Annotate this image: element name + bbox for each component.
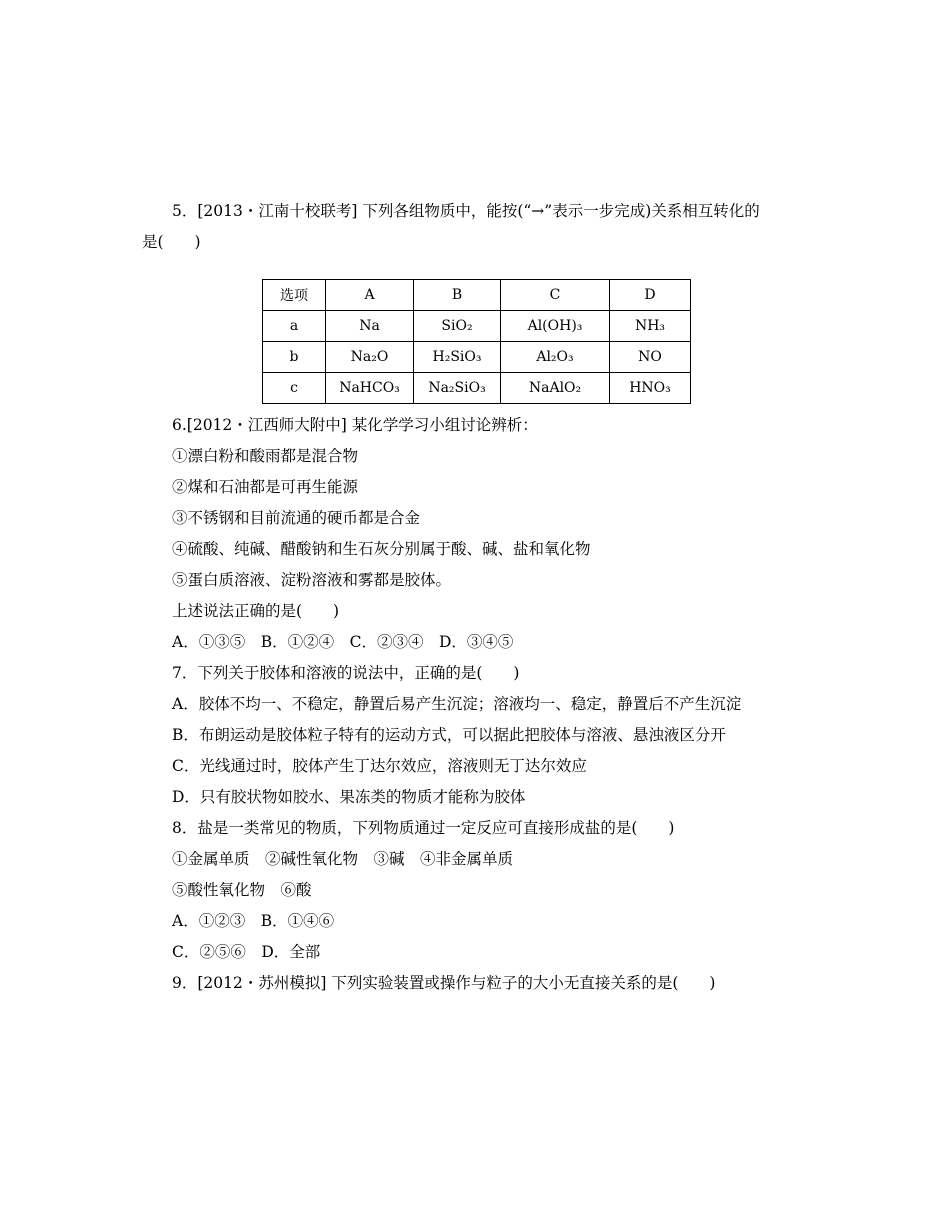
table-row [263, 342, 691, 373]
q6-ask: 上述说法正确的是( ) [172, 602, 340, 620]
table-header-cell: 选项 [263, 280, 326, 311]
table-header-cell: B [414, 280, 501, 311]
table-cell: Na [326, 311, 414, 342]
q5-stem-line1: 5．[2013・江南十校联考] 下列各组物质中，能按(“→”表示一步完成)关系相互转化的 [172, 202, 760, 220]
q8-options-line2: C．②⑤⑥ D．全部 [172, 943, 321, 961]
table-cell: a [263, 311, 326, 342]
table-cell: NaHCO₃ [326, 373, 414, 404]
table-cell: Na₂SiO₃ [414, 373, 501, 404]
q6-item: ④硫酸、纯碱、醋酸钠和生石灰分别属于酸、碱、盐和氧化物 [172, 540, 591, 558]
q6-stem: 6.[2012・江西师大附中] 某化学学习小组讨论辨析： [172, 416, 538, 434]
q7-option-c: C．光线通过时，胶体产生丁达尔效应，溶液则无丁达尔效应 [172, 757, 587, 775]
table-header-cell: C [501, 280, 610, 311]
table-cell: H₂SiO₃ [414, 342, 501, 373]
table-cell: b [263, 342, 326, 373]
table-row [263, 373, 691, 404]
q6-item: ③不锈钢和目前流通的硬币都是合金 [172, 509, 421, 527]
q7-option-b: B．布朗运动是胶体粒子特有的运动方式，可以据此把胶体与溶液、悬浊液区分开 [172, 726, 726, 744]
q8-stem: 8．盐是一类常见的物质，下列物质通过一定反应可直接形成盐的是( ) [172, 819, 675, 837]
q5-stem-line2: 是( ) [142, 233, 201, 251]
table-header-cell: A [326, 280, 414, 311]
q8-items-line2: ⑤酸性氧化物 ⑥酸 [172, 881, 312, 899]
table-cell: Al(OH)₃ [501, 311, 610, 342]
q6-item: ①漂白粉和酸雨都是混合物 [172, 447, 359, 465]
q5-options-table [262, 279, 691, 404]
table-header-cell: D [610, 280, 691, 311]
table-row [263, 311, 691, 342]
q7-stem: 7．下列关于胶体和溶液的说法中，正确的是( ) [172, 664, 520, 682]
table-cell: Na₂O [326, 342, 414, 373]
q7-option-a: A．胶体不均一、不稳定，静置后易产生沉淀；溶液均一、稳定，静置后不产生沉淀 [172, 695, 742, 713]
table-cell: Al₂O₃ [501, 342, 610, 373]
q8-items-line1: ①金属单质 ②碱性氧化物 ③碱 ④非金属单质 [172, 850, 514, 868]
table-header-row [263, 280, 691, 311]
q6-item: ②煤和石油都是可再生能源 [172, 478, 359, 496]
q6-options: A．①③⑤ B．①②④ C．②③④ D．③④⑤ [172, 633, 514, 651]
q8-options-line1: A．①②③ B．①④⑥ [172, 912, 335, 930]
table-cell: NaAlO₂ [501, 373, 610, 404]
table-cell: HNO₃ [610, 373, 691, 404]
table-cell: c [263, 373, 326, 404]
table-cell: NO [610, 342, 691, 373]
q9-stem: 9．[2012・苏州模拟] 下列实验装置或操作与粒子的大小无直接关系的是( ) [172, 974, 716, 992]
q6-item: ⑤蛋白质溶液、淀粉溶液和雾都是胶体。 [172, 571, 452, 589]
table-cell: SiO₂ [414, 311, 501, 342]
q7-option-d: D．只有胶状物如胶水、果冻类的物质才能称为胶体 [172, 788, 526, 806]
table-cell: NH₃ [610, 311, 691, 342]
